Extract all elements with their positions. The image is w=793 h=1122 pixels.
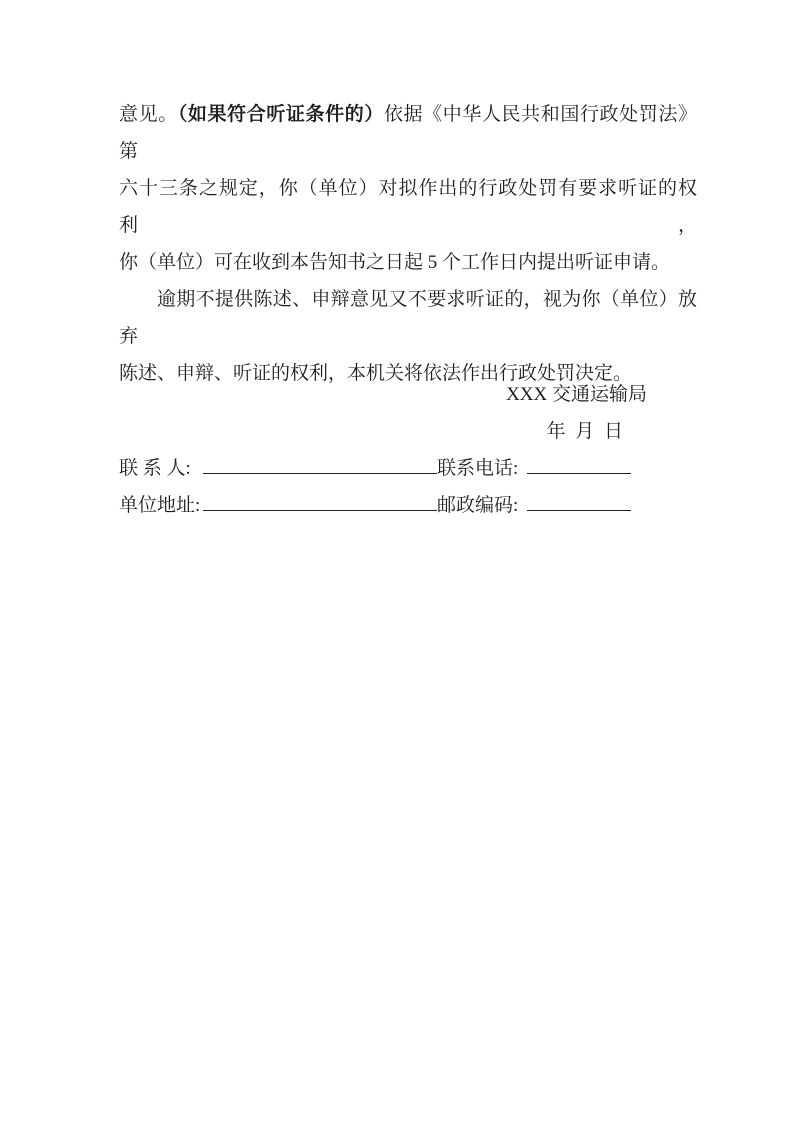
signature-and-contact-block	[119, 376, 697, 524]
contact-phone-label: 联系电话:	[437, 458, 519, 479]
signature-organization: XXX 交通运输局	[506, 384, 647, 405]
postcode-blank-line	[527, 508, 631, 511]
paragraph1-line1-post-text: 依据《中华人民共和国行政处罚法》第	[119, 104, 697, 162]
postcode-label: 邮政编码:	[437, 495, 519, 516]
unit-address-label: 单位地址:	[119, 495, 201, 516]
contact-person-label: 联 系 人:	[119, 458, 191, 479]
paragraph2-line1: 逾期不提供陈述、申辩意见又不要求听证的，视为你（单位）放弃	[119, 289, 697, 347]
paragraph2-line2: 陈述、申辩、听证的权利，本机关将依法作出行政处罚决定。	[119, 363, 633, 384]
signature-date: 年 月 日	[546, 421, 623, 442]
paragraph1-line1	[119, 96, 697, 170]
document-body	[119, 96, 697, 392]
paragraph1-line1-bold-text: （如果符合听证条件的）	[177, 104, 384, 125]
unit-address-blank-line	[203, 508, 437, 511]
paragraph1-line2: 六十三条之规定，你（单位）对拟作出的行政处罚有要求听证的权利，	[119, 178, 697, 236]
paragraph1-line1-pre-text: 意见。	[119, 104, 178, 125]
contact-row-address-postcode	[119, 487, 697, 524]
contact-person-blank-line	[203, 471, 437, 474]
contact-row-person-phone	[119, 450, 697, 487]
paragraph1-line3: 你（单位）可在收到本告知书之日起 5 个工作日内提出听证申请。	[119, 252, 671, 273]
contact-phone-blank-line	[527, 471, 631, 474]
